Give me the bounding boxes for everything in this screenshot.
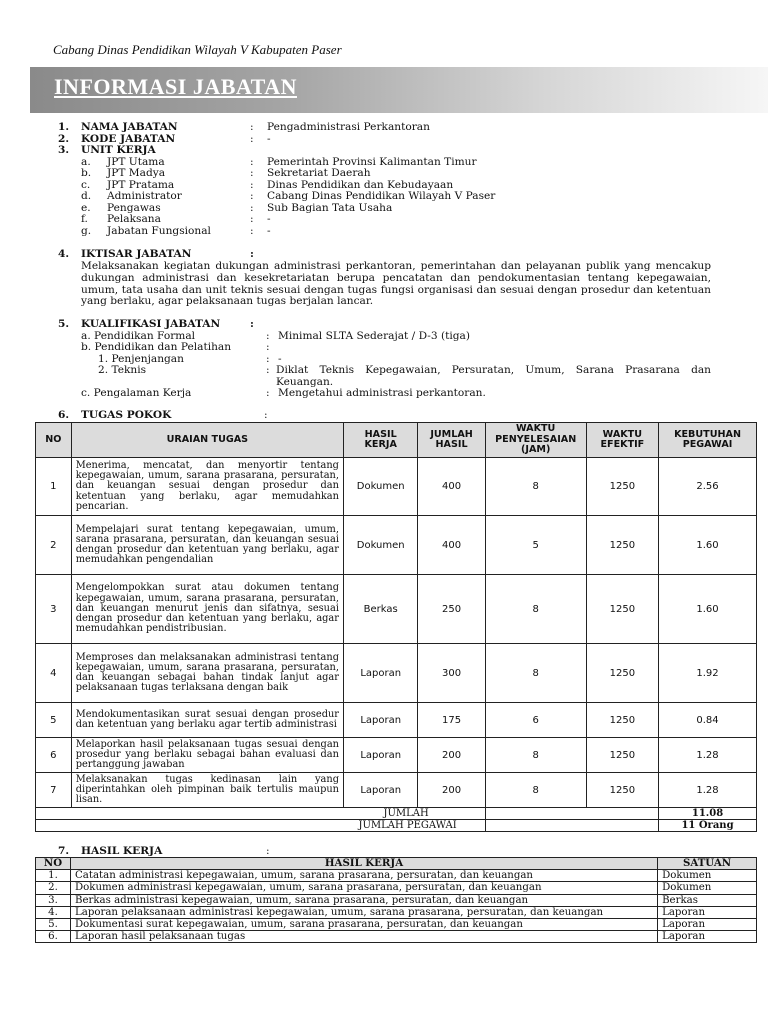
cell-kebutuhan: 1.28 (659, 773, 757, 808)
cell-hasil: Berkas administrasi kepegawaian, umum, sarana prasarana, persuratan, dan keuangan (70, 894, 657, 906)
unit-letter: b. (81, 167, 92, 179)
unit-item-label: JPT Pratama (107, 179, 175, 191)
cell-jumlah: 250 (418, 575, 485, 644)
cell-jumlah: 200 (418, 773, 485, 808)
table-header-row (36, 858, 757, 870)
col-header-efektif: WAKTU EFEKTIF (586, 423, 658, 458)
cell-jumlah: 200 (418, 738, 485, 773)
hasil-kerja-label: HASIL KERJA (81, 845, 163, 857)
jumlah-pegawai-value: 11 Orang (659, 820, 757, 832)
table-row (36, 773, 757, 808)
teknis-label: 2. Teknis (98, 364, 147, 376)
iktisar-text: Melaksanakan kegiatan dukungan administrasi perkantoran, pemerintahan dan pelayanan publik yang mencakup dukungan administrasi dan kesekretariatan berupa pencatatan dan pendokumentasian tentang kepegawaian, umum, tata usaha dan unit teknis sesuai dengan tugas fungsi organisasi dan sesuai dengan prosedur dan ketentuan yang berlaku, agar pelaksanaan tugas berjalan lancar. (81, 260, 711, 308)
sep: : (266, 845, 270, 857)
table-row (36, 575, 757, 644)
unit-letter: d. (81, 190, 92, 202)
nama-no: 1. (58, 121, 70, 133)
pengalaman-value: Mengetahui administrasi perkantoran. (278, 387, 486, 399)
institution-header: Cabang Dinas Pendidikan Wilayah V Kabupaten Paser (53, 42, 342, 57)
col-header-uraian: URAIAN TUGAS (71, 423, 343, 458)
unit-no: 3. (58, 144, 70, 156)
cell-jumlah: 175 (418, 703, 485, 738)
sep: : (250, 133, 254, 145)
cell-efektif: 1250 (586, 703, 658, 738)
cell-kebutuhan: 0.84 (659, 703, 757, 738)
unit-item-value: Dinas Pendidikan dan Kebudayaan (267, 179, 454, 191)
kode-value: - (267, 133, 271, 145)
penjenjangan-label: 1. Penjenjangan (98, 353, 184, 365)
col-header-hasil: HASIL KERJA (70, 858, 657, 870)
unit-letter: c. (81, 179, 91, 191)
cell-kebutuhan: 1.60 (659, 575, 757, 644)
cell-efektif: 1250 (586, 773, 658, 808)
table-row (36, 882, 757, 894)
cell-no: 4 (36, 644, 72, 703)
cell-satuan: Laporan (658, 906, 757, 918)
table-row (36, 919, 757, 931)
cell-hasil: Laporan (343, 703, 417, 738)
cell-no: 3. (36, 894, 71, 906)
pendidikan-formal-label: a. Pendidikan Formal (81, 330, 196, 342)
sep: : (250, 225, 254, 237)
cell-hasil: Dokumentasi surat kepegawaian, umum, sarana prasarana, persuratan, dan keuangan (70, 919, 657, 931)
jumlah-row (36, 808, 757, 820)
cell-no: 1. (36, 870, 71, 882)
cell-satuan: Laporan (658, 931, 757, 943)
unit-item-label: Pengawas (107, 202, 161, 214)
cell-satuan: Dokumen (658, 882, 757, 894)
jumlah-empty (485, 808, 658, 820)
cell-efektif: 1250 (586, 644, 658, 703)
kode-label: KODE JABATAN (81, 133, 176, 145)
unit-item-value: Pemerintah Provinsi Kalimantan Timur (267, 156, 477, 168)
table-header-row (36, 423, 757, 458)
cell-waktu: 6 (485, 703, 586, 738)
cell-hasil: Dokumen administrasi kepegawaian, umum, sarana prasarana, persuratan, dan keuangan (70, 882, 657, 894)
cell-no: 4. (36, 906, 71, 918)
cell-uraian: Mempelajari surat tentang kepegawaian, umum, sarana prasarana, persuratan, dan keuangan sesuai dengan prosedur dan ketentuan yang berlaku, agar memudahkan pengendalian (71, 516, 343, 575)
jumlah-pegawai-row (36, 820, 757, 832)
sep: : (250, 167, 254, 179)
cell-kebutuhan: 1.92 (659, 644, 757, 703)
kualifikasi-no: 5. (58, 318, 70, 330)
cell-no: 3 (36, 575, 72, 644)
sep: : (250, 213, 254, 225)
col-header-satuan: SATUAN (658, 858, 757, 870)
unit-item-value: Sekretariat Daerah (267, 167, 371, 179)
cell-no: 6 (36, 738, 72, 773)
cell-waktu: 8 (485, 458, 586, 516)
unit-item-label: Pelaksana (107, 213, 161, 225)
sep: : (250, 190, 254, 202)
jumlah-label: JUMLAH (36, 808, 486, 820)
cell-efektif: 1250 (586, 458, 658, 516)
cell-hasil: Laporan (343, 738, 417, 773)
cell-waktu: 8 (485, 575, 586, 644)
table-row (36, 738, 757, 773)
col-header-waktu: WAKTU PENYELESAIAN (JAM) (485, 423, 586, 458)
unit-item-value: - (267, 225, 271, 237)
tugas-no: 6. (58, 409, 70, 421)
cell-kebutuhan: 2.56 (659, 458, 757, 516)
table-row (36, 906, 757, 918)
cell-satuan: Laporan (658, 919, 757, 931)
col-header-no: NO (36, 858, 71, 870)
sep: : (266, 364, 270, 376)
cell-no: 2. (36, 882, 71, 894)
cell-waktu: 8 (485, 644, 586, 703)
teknis-value-line1: Diklat Teknis Kepegawaian, Persuratan, Umum, Sarana Prasarana dan (276, 364, 711, 376)
tugas-label: TUGAS POKOK (81, 409, 172, 421)
cell-jumlah: 400 (418, 458, 485, 516)
cell-uraian: Memproses dan melaksanakan administrasi tentang kepegawaian, umum, sarana prasarana, persuratan, dan keuangan sebagai bahan tindak lanjut agar pelaksanaan tugas terlaksana dengan baik (71, 644, 343, 703)
tugas-pokok-table (35, 422, 757, 832)
sep: : (250, 156, 254, 168)
cell-waktu: 5 (485, 516, 586, 575)
sep: : (266, 387, 270, 399)
nama-label: NAMA JABATAN (81, 121, 178, 133)
unit-item-value: Sub Bagian Tata Usaha (267, 202, 393, 214)
cell-hasil: Laporan pelaksanaan administrasi kepegawaian, umum, sarana prasarana, persuratan, dan keuangan (70, 906, 657, 918)
cell-no: 2 (36, 516, 72, 575)
unit-item-value: - (267, 213, 271, 225)
kualifikasi-label: KUALIFIKASI JABATAN (81, 318, 221, 330)
unit-item-label: Jabatan Fungsional (107, 225, 211, 237)
cell-hasil: Dokumen (343, 516, 417, 575)
col-header-no: NO (36, 423, 72, 458)
unit-letter: g. (81, 225, 92, 237)
unit-letter: e. (81, 202, 91, 214)
cell-efektif: 1250 (586, 738, 658, 773)
cell-no: 5 (36, 703, 72, 738)
table-row (36, 931, 757, 943)
cell-hasil: Berkas (343, 575, 417, 644)
sep: : (266, 330, 270, 342)
sep: : (250, 179, 254, 191)
cell-hasil: Laporan (343, 644, 417, 703)
sep: : (250, 202, 254, 214)
table-row (36, 894, 757, 906)
cell-hasil: Laporan (343, 773, 417, 808)
table-row (36, 703, 757, 738)
sep: : (266, 341, 270, 353)
cell-hasil: Laporan hasil pelaksanaan tugas (70, 931, 657, 943)
cell-waktu: 8 (485, 773, 586, 808)
diklat-label: b. Pendidikan dan Pelatihan (81, 341, 232, 353)
cell-uraian: Mendokumentasikan surat sesuai dengan prosedur dan ketentuan yang berlaku agar tertib administrasi (71, 703, 343, 738)
unit-letter: f. (81, 213, 88, 225)
col-header-jumlah: JUMLAH HASIL (418, 423, 485, 458)
penjenjangan-value: - (278, 353, 282, 365)
cell-uraian: Melaporkan hasil pelaksanaan tugas sesuai dengan prosedur yang berlaku sebagai bahan evaluasi dan pertanggung jawaban (71, 738, 343, 773)
jumlah-pegawai-empty (485, 820, 658, 832)
cell-no: 6. (36, 931, 71, 943)
kode-no: 2. (58, 133, 70, 145)
table-row (36, 644, 757, 703)
nama-value: Pengadministrasi Perkantoran (267, 121, 430, 133)
cell-jumlah: 300 (418, 644, 485, 703)
table-row (36, 458, 757, 516)
unit-label: UNIT KERJA (81, 144, 156, 156)
pengalaman-label: c. Pengalaman Kerja (81, 387, 192, 399)
cell-kebutuhan: 1.60 (659, 516, 757, 575)
cell-no: 7 (36, 773, 72, 808)
sep: : (264, 409, 268, 421)
teknis-value-line2: Keuangan. (276, 376, 334, 388)
sep: : (250, 121, 254, 133)
jumlah-pegawai-label: JUMLAH PEGAWAI (36, 820, 486, 832)
table-row (36, 516, 757, 575)
iktisar-label: IKTISAR JABATAN (81, 248, 192, 260)
cell-no: 1 (36, 458, 72, 516)
unit-item-label: JPT Madya (107, 167, 166, 179)
hasil-kerja-table (35, 857, 757, 943)
iktisar-no: 4. (58, 248, 70, 260)
unit-item-label: Administrator (107, 190, 182, 202)
cell-waktu: 8 (485, 738, 586, 773)
sep: : (250, 248, 254, 260)
cell-uraian: Melaksanakan tugas kedinasan lain yang diperintahkan oleh pimpinan baik tertulis maupun lisan. (71, 773, 343, 808)
cell-efektif: 1250 (586, 516, 658, 575)
cell-satuan: Berkas (658, 894, 757, 906)
cell-efektif: 1250 (586, 575, 658, 644)
cell-jumlah: 400 (418, 516, 485, 575)
cell-uraian: Mengelompokkan surat atau dokumen tentang kepegawaian, umum, sarana prasarana, persuratan, dan keuangan menurut jenis dan sifatnya, sesuai dengan prosedur dan ketentuan yang berlaku, agar memudahkan pendistribusian. (71, 575, 343, 644)
unit-letter: a. (81, 156, 91, 168)
col-header-hasil: HASIL KERJA (343, 423, 417, 458)
sep: : (250, 318, 254, 330)
col-header-kebutuhan: KEBUTUHAN PEGAWAI (659, 423, 757, 458)
cell-kebutuhan: 1.28 (659, 738, 757, 773)
cell-hasil: Catatan administrasi kepegawaian, umum, sarana prasarana, persuratan, dan keuangan (70, 870, 657, 882)
cell-hasil: Dokumen (343, 458, 417, 516)
jumlah-value: 11.08 (659, 808, 757, 820)
hasil-kerja-no: 7. (58, 845, 70, 857)
sep: : (266, 353, 270, 365)
unit-item-value: Cabang Dinas Pendidikan Wilayah V Paser (267, 190, 496, 202)
pendidikan-formal-value: Minimal SLTA Sederajat / D-3 (tiga) (278, 330, 471, 342)
cell-satuan: Dokumen (658, 870, 757, 882)
unit-item-label: JPT Utama (107, 156, 165, 168)
table-row (36, 870, 757, 882)
cell-uraian: Menerima, mencatat, dan menyortir tentang kepegawaian, umum, sarana prasarana, persuratan, dan keuangan sesuai dengan prosedur dan ketentuan yang berlaku, agar memudahkan pencarian. (71, 458, 343, 516)
cell-no: 5. (36, 919, 71, 931)
page-title: INFORMASI JABATAN (54, 74, 297, 99)
